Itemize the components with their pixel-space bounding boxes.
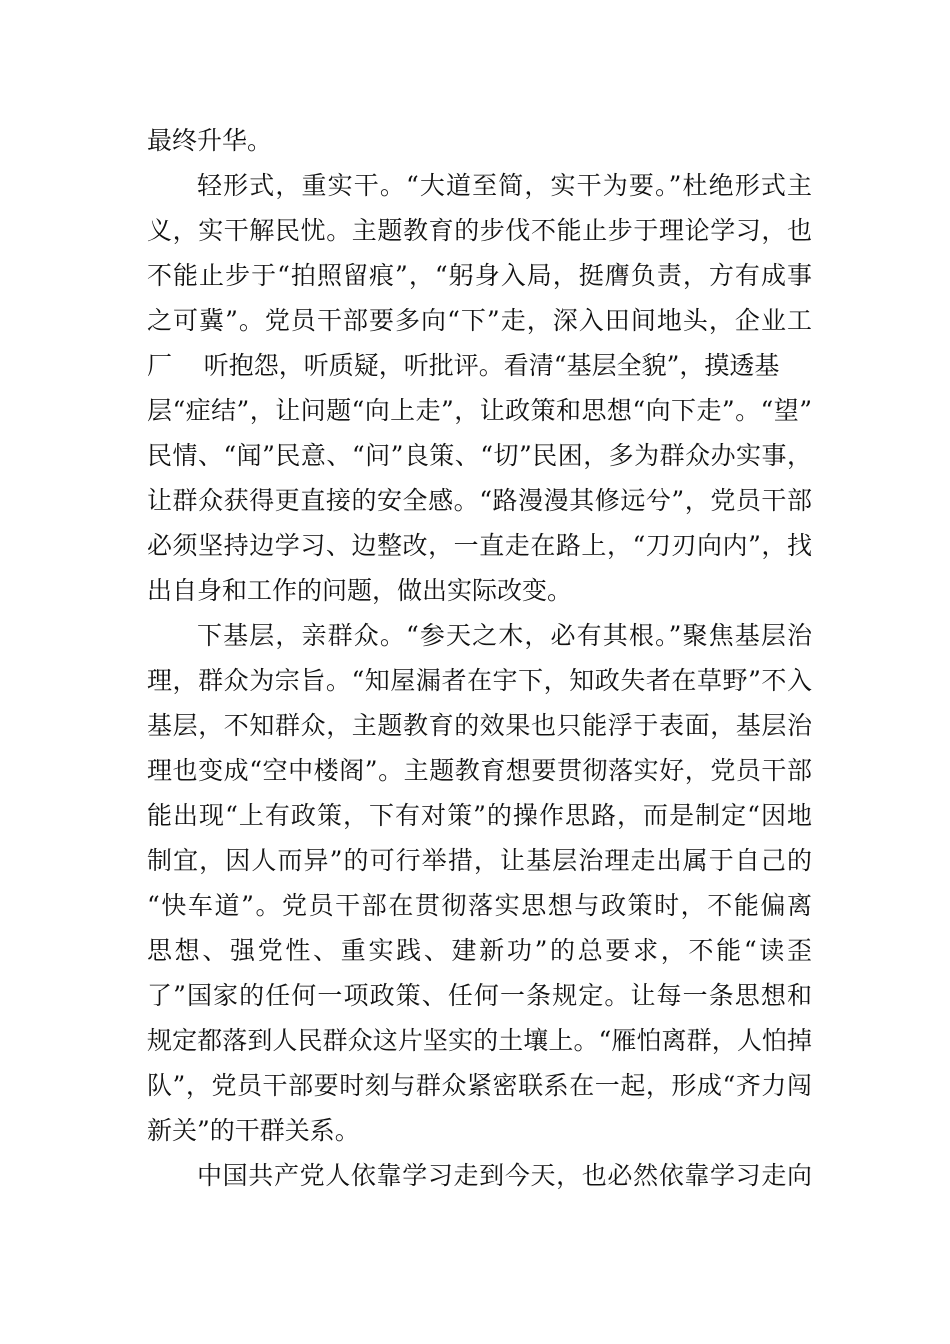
text-line: 民情、“闻”民意、“问”良策、“切”民困，多为群众办实事，: [147, 441, 812, 470]
text-line: 轻形式，重实干。“大道至简，实干为要。”杜绝形式主: [197, 171, 812, 200]
text-line: 下基层，亲群众。“参天之木，必有其根。”聚焦基层治: [197, 621, 812, 650]
text-line: 了”国家的任何一项政策、任何一条规定。让每一条思想和: [147, 981, 812, 1010]
text-line: 基层，不知群众，主题教育的效果也只能浮于表面，基层治: [147, 711, 812, 740]
text-line: 厂 听抱怨，听质疑，听批评。看清“基层全貌”，摸透基: [147, 351, 780, 380]
text-line: 必须坚持边学习、边整改，一直走在路上，“刀刃向内”，找: [147, 531, 812, 560]
text-line: 层“症结”，让问题“向上走”，让政策和思想“向下走”。“望”: [147, 396, 812, 425]
text-line: 理也变成“空中楼阁”。主题教育想要贯彻落实好，党员干部: [147, 756, 812, 785]
text-line: 不能止步于“拍照留痕”，“躬身入局，挺膺负责，方有成事: [147, 261, 812, 290]
text-line: 义，实干解民忧。主题教育的步伐不能止步于理论学习，也: [147, 216, 812, 245]
body-text: [147, 118, 812, 1198]
text-line: 最终升华。: [147, 126, 273, 155]
text-line: 队”，党员干部要时刻与群众紧密联系在一起，形成“齐力闯: [147, 1071, 812, 1100]
text-line: 让群众获得更直接的安全感。“路漫漫其修远兮”，党员干部: [147, 486, 812, 515]
text-line: 思想、强党性、重实践、建新功”的总要求，不能“读歪: [147, 936, 812, 965]
text-line: 出自身和工作的问题，做出实际改变。: [147, 576, 573, 605]
text-line: 能出现“上有政策，下有对策”的操作思路，而是制定“因地: [147, 801, 812, 830]
text-line: 之可冀”。党员干部要多向“下”走，深入田间地头，企业工: [147, 306, 812, 335]
text-line: 制宜，因人而异”的可行举措，让基层治理走出属于自己的: [147, 846, 812, 875]
text-line: 新关”的干群关系。: [147, 1116, 360, 1145]
text-line: 规定都落到人民群众这片坚实的土壤上。“雁怕离群，人怕掉: [147, 1026, 812, 1055]
text-line: 理，群众为宗旨。“知屋漏者在宇下，知政失者在草野”不入: [147, 666, 812, 695]
text-line: 中国共产党人依靠学习走到今天，也必然依靠学习走向: [197, 1161, 812, 1190]
text-line: “快车道”。党员干部在贯彻落实思想与政策时，不能偏离: [147, 891, 812, 920]
